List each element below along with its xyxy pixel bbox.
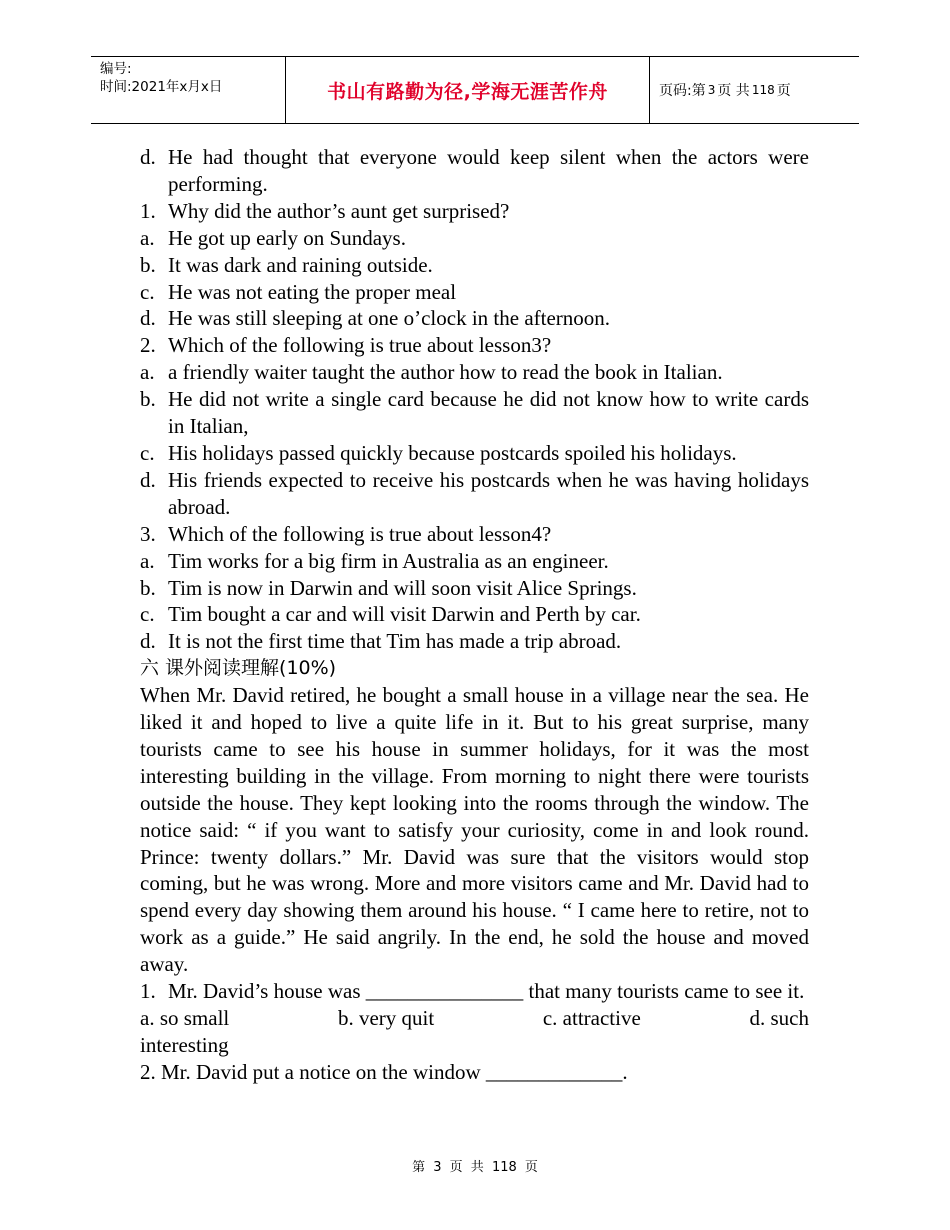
- footer-suffix: 页: [524, 1160, 538, 1175]
- item-marker: b.: [140, 252, 156, 277]
- item-marker: b.: [140, 575, 156, 600]
- item-text: He was not eating the proper meal: [168, 279, 457, 304]
- item-text: Why did the author’s aunt get surprised?: [168, 198, 510, 223]
- item-text: It was dark and raining outside.: [168, 252, 433, 277]
- item-marker: 1.: [140, 198, 156, 223]
- item-marker: a.: [140, 360, 155, 385]
- item-marker: d.: [140, 145, 156, 169]
- option-c: c. attractive: [542, 1006, 641, 1030]
- page-header: [91, 56, 859, 124]
- footer-current: 3: [433, 1160, 442, 1175]
- option-d: d. such: [749, 1006, 809, 1030]
- item-text: Tim works for a big firm in Australia as an engineer.: [168, 548, 609, 573]
- list-item: [140, 252, 809, 279]
- footer-prefix: 第: [412, 1160, 426, 1175]
- page-footer: [0, 1156, 950, 1175]
- item-marker: a.: [140, 225, 155, 250]
- footer-total: 118: [491, 1160, 517, 1175]
- list-item: [140, 225, 809, 252]
- answer-options: [140, 1005, 809, 1032]
- list-item: [140, 521, 809, 548]
- item-marker: c.: [140, 279, 155, 304]
- list-item: [140, 628, 809, 655]
- section-title: 六 课外阅读理解(10%): [140, 657, 337, 680]
- item-text: a friendly waiter taught the author how to read the book in Italian.: [168, 360, 723, 385]
- item-marker: d.: [140, 629, 156, 654]
- list-item: [140, 575, 809, 602]
- page-current: 3: [707, 83, 716, 97]
- item-text: It is not the first time that Tim has made a trip abroad.: [168, 629, 622, 654]
- header-page-info: [650, 57, 859, 123]
- item-marker: d.: [140, 467, 156, 492]
- header-motto: 书山有路勤为径,学海无涯苦作舟: [286, 57, 650, 123]
- item-marker: c.: [140, 440, 155, 465]
- list-item: [140, 601, 809, 628]
- page-suffix: 页: [776, 83, 791, 99]
- item-text: He did not write a single card because he did not know how to write cards in Italian,: [168, 387, 809, 439]
- item-text: Which of the following is true about lesson4?: [168, 521, 552, 546]
- list-item: [140, 198, 809, 225]
- page-prefix: 页码:第: [659, 83, 706, 99]
- item-text: Tim is now in Darwin and will soon visit Alice Springs.: [168, 575, 637, 600]
- header-meta: [91, 57, 286, 123]
- list-item: [140, 305, 809, 332]
- list-item: [140, 332, 809, 359]
- item-marker: c.: [140, 602, 155, 627]
- option-b: b. very quit: [337, 1006, 435, 1030]
- time-label: 时间:2021年x月x日: [100, 79, 223, 95]
- question-marker: 1.: [140, 979, 156, 1004]
- page-total: 118: [751, 83, 775, 97]
- question-2: 2. Mr. David put a notice on the window _____________.: [140, 1059, 628, 1084]
- list-item: [140, 467, 809, 521]
- item-text: His friends expected to receive his postcards when he was having holidays abroad.: [168, 467, 809, 519]
- item-marker: d.: [140, 306, 156, 331]
- item-text: He was still sleeping at one o’clock in the afternoon.: [168, 306, 611, 331]
- item-marker: 2.: [140, 333, 156, 358]
- list-item: [140, 548, 809, 575]
- item-text: He had thought that everyone would keep silent when the actors were performing.: [168, 145, 809, 196]
- item-text: His holidays passed quickly because postcards spoiled his holidays.: [168, 440, 737, 465]
- document-body: [140, 144, 809, 1086]
- list-item: [140, 144, 809, 198]
- list-item: [140, 279, 809, 306]
- question-item: [140, 978, 809, 1005]
- page-mid: 页 共: [717, 83, 750, 99]
- question-text: Mr. David’s house was _______________ that many tourists came to see it.: [168, 979, 805, 1004]
- list-item: [140, 440, 809, 467]
- question-list: [140, 144, 809, 655]
- item-marker: a.: [140, 548, 155, 573]
- list-item: [140, 359, 809, 386]
- reading-passage: When Mr. David retired, he bought a small house in a village near the sea. He liked it and hoped to live a quite life in it. But to his great surprise, many tourists came to see his house in summer holidays, for it was the most interesting building in the village. From morning to night there were tourists outside the house. They kept looking into the rooms through the window. The notice said: “ if you want to satisfy your curiosity, come in and look round. Prince: twenty dollars.” Mr. David was sure that the visitors would stop coming, but he was wrong. More and more visitors came and Mr. David had to spend every day showing them around his house. “ I came here to retire, not to work as a guide.” He said angrily. In the end, he sold the house and moved away.: [140, 683, 809, 977]
- option-a: a. so small: [140, 1006, 230, 1030]
- serial-label: 编号:: [100, 61, 132, 77]
- list-item: [140, 386, 809, 440]
- footer-mid: 页 共: [449, 1160, 484, 1175]
- item-text: Tim bought a car and will visit Darwin and Perth by car.: [168, 602, 641, 627]
- item-text: He got up early on Sundays.: [168, 225, 406, 250]
- item-marker: b.: [140, 387, 156, 412]
- option-continuation: interesting: [140, 1032, 229, 1057]
- item-marker: 3.: [140, 521, 156, 546]
- item-text: Which of the following is true about lesson3?: [168, 333, 552, 358]
